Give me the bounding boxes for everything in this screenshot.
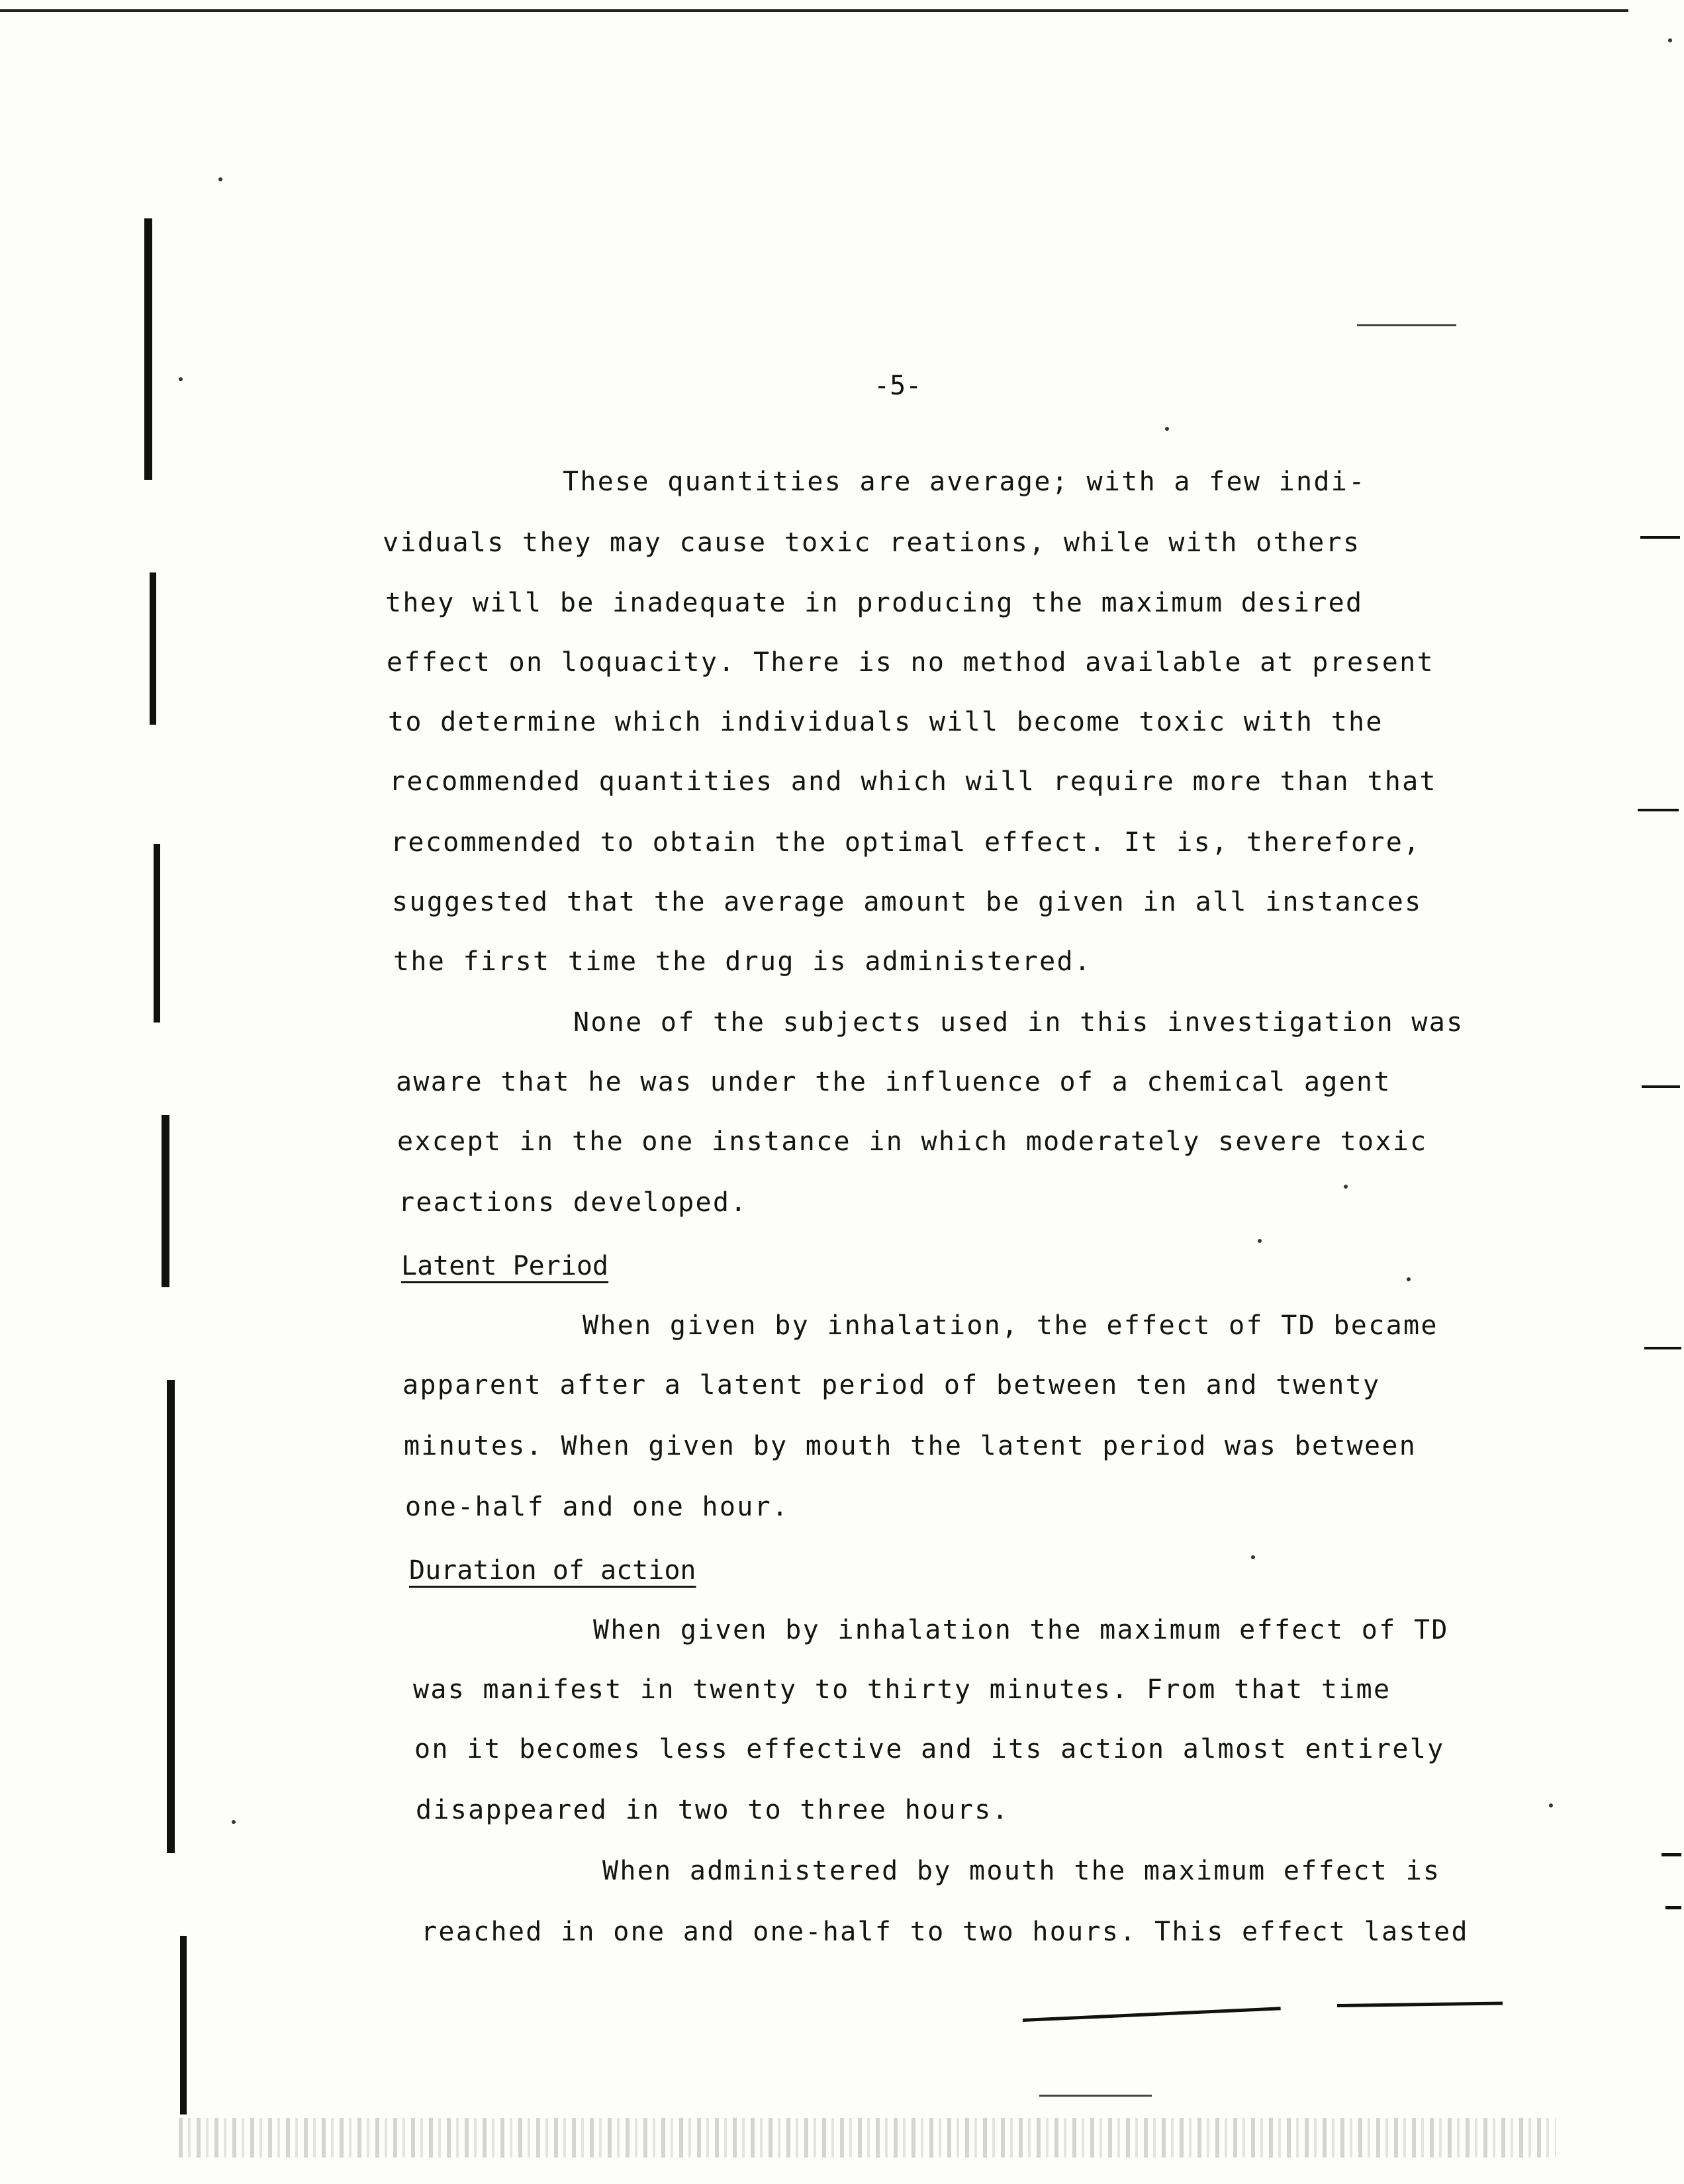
page-number: -5- (874, 371, 922, 401)
pen-stroke (1337, 2002, 1503, 2007)
text-line: suggested that the average amount be given in all instances (392, 887, 1423, 917)
right-margin-tick (1644, 1347, 1681, 1349)
left-margin-bar (162, 1115, 169, 1287)
right-margin-tick (1665, 1906, 1681, 1909)
pen-stroke (1023, 2007, 1281, 2022)
text-line: on it becomes less effective and its action almost entirely (414, 1734, 1445, 1764)
scan-speck (179, 377, 183, 381)
left-margin-bar (144, 218, 152, 480)
left-margin-bar (180, 1936, 187, 2115)
scan-speck (1407, 1277, 1411, 1281)
right-margin-tick (1642, 1085, 1680, 1088)
section-heading: Latent Period (401, 1251, 609, 1281)
scan-speck (1251, 1555, 1255, 1559)
text-line: one-half and one hour. (405, 1492, 790, 1522)
text-line: was manifest in twenty to thirty minutes. From that time (413, 1674, 1391, 1705)
scan-speck (232, 1820, 236, 1824)
text-line: viduals they may cause toxic reations, while with others (383, 527, 1361, 558)
scan-speck (1668, 38, 1672, 42)
scan-speck (1258, 1239, 1262, 1243)
section-heading: Duration of action (409, 1555, 696, 1586)
text-line: reached in one and one-half to two hours. This effect lasted (421, 1917, 1469, 1947)
scan-dash (1357, 324, 1456, 326)
text-line: except in the one instance in which moderately severe toxic (397, 1126, 1428, 1157)
text-line: they will be inadequate in producing the maximum desired (385, 588, 1364, 618)
left-margin-bar (167, 1380, 175, 1853)
text-line: apparent after a latent period of between ten and twenty (402, 1370, 1381, 1400)
scan-speck (1549, 1803, 1553, 1807)
scan-speck (1344, 1185, 1348, 1189)
text-line: to determine which individuals will become toxic with the (388, 707, 1383, 737)
text-line: minutes. When given by mouth the latent period was between (404, 1431, 1417, 1461)
left-margin-bar (150, 572, 156, 725)
right-margin-tick (1661, 1853, 1681, 1856)
text-line: recommended to obtain the optimal effect. It is, therefore, (391, 827, 1421, 858)
scan-noise-band (179, 2118, 1556, 2158)
text-line: None of the subjects used in this investigation was (573, 1007, 1464, 1038)
text-line: These quantities are average; with a few indi- (563, 467, 1366, 497)
text-line: When given by inhalation, the effect of TD became (583, 1310, 1438, 1341)
scan-speck (1165, 427, 1169, 431)
text-line: the first time the drug is administered. (393, 946, 1092, 977)
text-line: reactions developed. (398, 1187, 748, 1218)
top-edge-line (0, 9, 1628, 12)
scan-dash (1039, 2095, 1152, 2097)
text-line: effect on loquacity. There is no method available at present (387, 647, 1434, 678)
text-line: aware that he was under the influence of a chemical agent (396, 1067, 1391, 1097)
right-margin-tick (1638, 809, 1679, 811)
right-margin-tick (1640, 536, 1680, 539)
text-line: When given by inhalation the maximum effect of TD (593, 1615, 1449, 1645)
text-line: When administered by mouth the maximum effect is (602, 1856, 1441, 1886)
scan-speck (218, 177, 222, 181)
text-line: disappeared in two to three hours. (416, 1795, 1009, 1825)
left-margin-bar (154, 844, 160, 1023)
text-line: recommended quantities and which will require more than that (389, 766, 1437, 797)
